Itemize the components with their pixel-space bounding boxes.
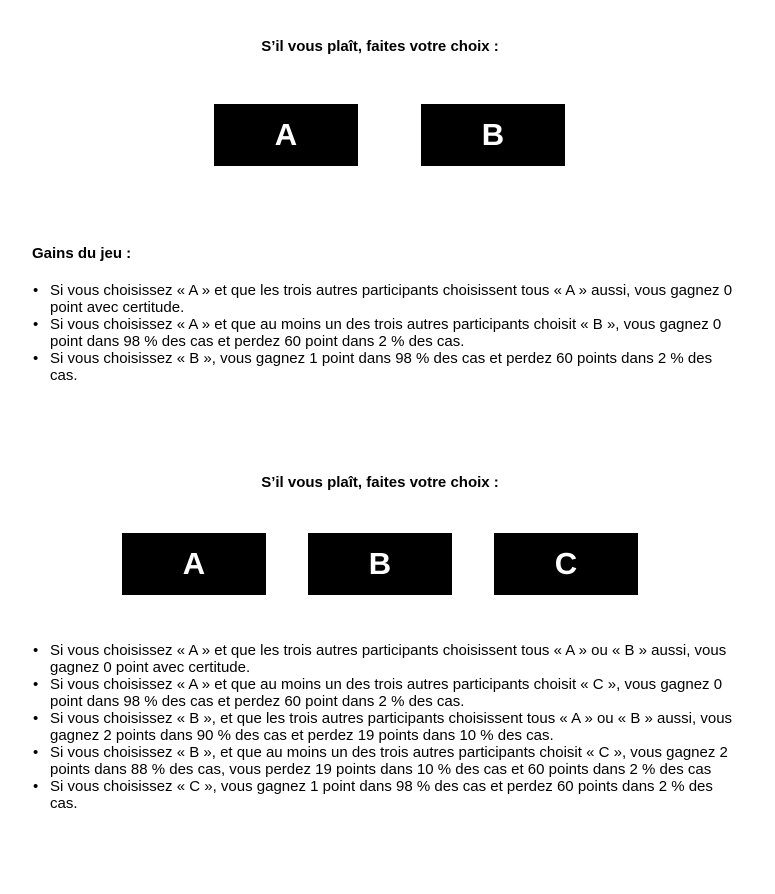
choice-button-b-game1[interactable]: B xyxy=(421,104,565,166)
payoff-rules-game2 xyxy=(32,642,737,812)
list-item xyxy=(32,282,737,316)
bullet-icon: • xyxy=(33,642,39,659)
choice-button-b-game2[interactable]: B xyxy=(308,533,452,595)
rule-text: Si vous choisissez « A » et que les trois autres participants choisissent tous « A » ou « B » aussi, vous gagnez 0 point avec certitude. xyxy=(50,642,727,676)
choice-prompt-game1: S’il vous plaît, faites votre choix : xyxy=(261,38,499,55)
list-item xyxy=(32,642,737,676)
list-item xyxy=(32,676,737,710)
choice-button-a-game1[interactable]: A xyxy=(214,104,358,166)
bullet-icon: • xyxy=(33,350,39,367)
bullet-icon: • xyxy=(33,316,39,333)
choice-button-a-game2[interactable]: A xyxy=(122,533,266,595)
bullet-icon: • xyxy=(33,778,39,795)
bullet-icon: • xyxy=(33,710,39,727)
rule-text: Si vous choisissez « A » et que les trois autres participants choisissent tous « A » aussi, vous gagnez 0 point avec certitude. xyxy=(50,282,733,316)
bullet-icon: • xyxy=(33,282,39,299)
list-item xyxy=(32,710,737,744)
list-item xyxy=(32,778,737,812)
bullet-icon: • xyxy=(33,676,39,693)
list-item xyxy=(32,744,737,778)
rule-text: Si vous choisissez « C », vous gagnez 1 point dans 98 % des cas et perdez 60 points dans 2 % des cas. xyxy=(50,778,713,812)
rule-text: Si vous choisissez « A » et que au moins un des trois autres participants choisit « B », vous gagnez 0 point dans 98 % des cas et perdez 60 point dans 2 % des cas. xyxy=(50,316,722,350)
list-item xyxy=(32,316,737,350)
payoff-title: Gains du jeu : xyxy=(32,245,132,262)
choice-prompt-game2: S’il vous plaît, faites votre choix : xyxy=(261,474,499,491)
rule-text: Si vous choisissez « B », et que au moins un des trois autres participants choisit « C », vous gagnez 2 points dans 88 % des cas, vous perdez 19 points dans 10 % des cas et 60 points dans 2 % des cas xyxy=(50,744,728,778)
list-item xyxy=(32,350,737,384)
payoff-rules-game1 xyxy=(32,282,737,384)
choice-button-c-game2[interactable]: C xyxy=(494,533,638,595)
rule-text: Si vous choisissez « B », vous gagnez 1 point dans 98 % des cas et perdez 60 points dans 2 % des cas. xyxy=(50,350,713,384)
bullet-icon: • xyxy=(33,744,39,761)
rule-text: Si vous choisissez « B », et que les trois autres participants choisissent tous « A » ou « B » aussi, vous gagnez 2 points dans 90 % des cas et perdez 19 points dans 10 % des cas. xyxy=(50,710,733,744)
rule-text: Si vous choisissez « A » et que au moins un des trois autres participants choisit « C », vous gagnez 0 point dans 98 % des cas et perdez 60 point dans 2 % des cas. xyxy=(50,676,723,710)
